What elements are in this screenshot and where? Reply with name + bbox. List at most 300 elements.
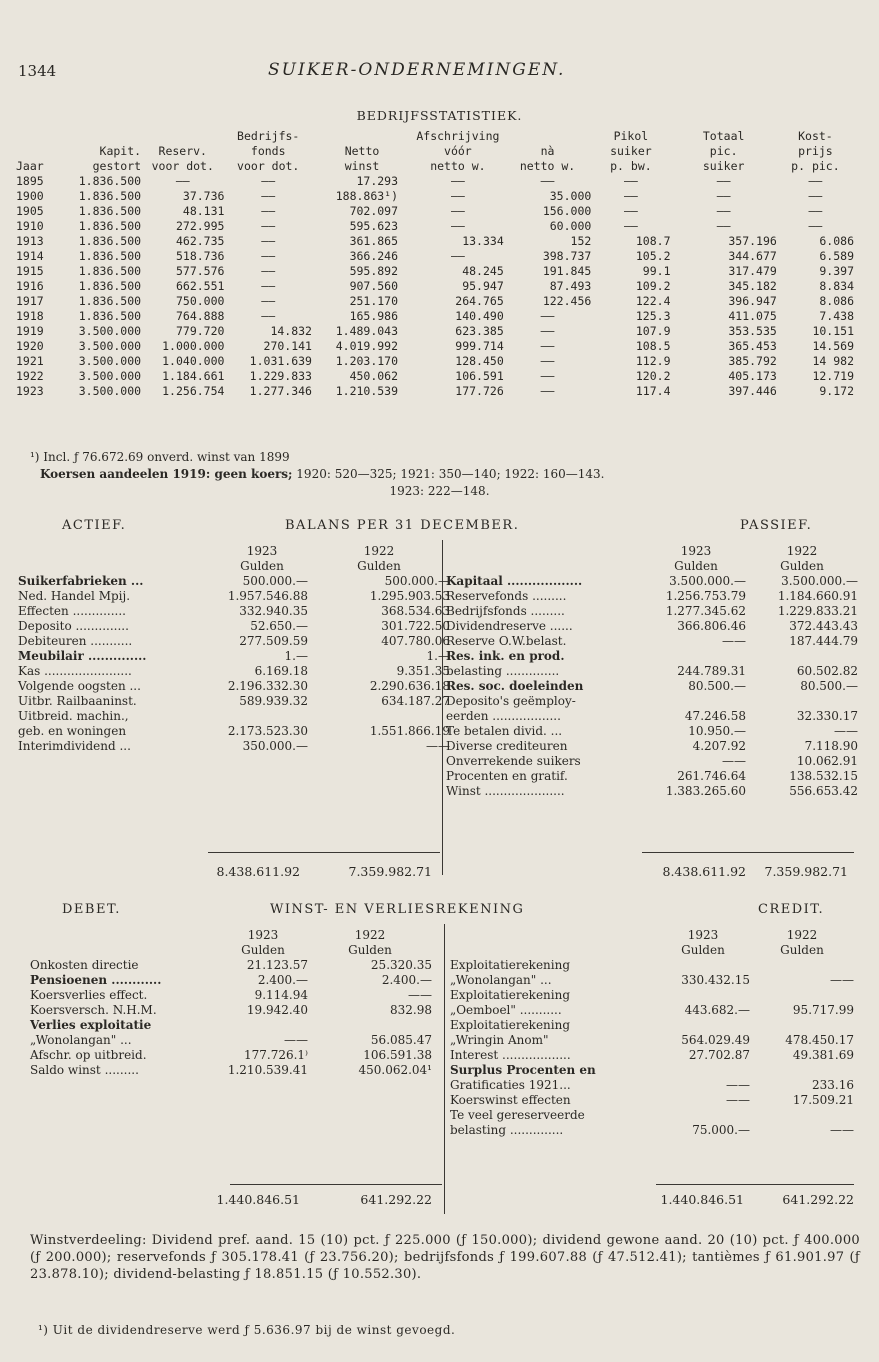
passiva-value-b: 556.653.42	[789, 784, 858, 798]
activa-label: Deposito ..............	[18, 619, 129, 633]
passiva-row	[446, 754, 858, 769]
passiva-label: Dividendreserve ......	[446, 619, 573, 633]
stats-cell: 177.726	[455, 384, 504, 398]
activa-label: Interimdividend ...	[18, 739, 131, 753]
stats-cell: 750.000	[175, 294, 225, 308]
debet-label: Afschr. op uitbreid.	[30, 1048, 147, 1062]
debet-label: Koersverlies effect.	[30, 988, 148, 1002]
credit-label: belasting ..............	[450, 1123, 564, 1137]
passiva-year-blank	[446, 544, 646, 559]
balans-rule-right	[642, 852, 854, 853]
activa-value-b: 1.551.866.19	[369, 724, 450, 738]
passiva-value-a: 1.256.753.79	[665, 589, 746, 603]
winst-footnote: ¹) Uit de dividendreserve werd ƒ 5.636.97 bij de winst gevoegd.	[38, 1323, 456, 1337]
stats-cell: 112.9	[635, 354, 671, 368]
credit-unit-blank	[450, 943, 656, 958]
activa-value-b: 368.534.63	[381, 604, 450, 618]
winstverdeeling-text: Dividend pref. aand. 15 (10) pct. ƒ 225.000 (ƒ 150.000); dividend gewone aand. 20 (10) pct. ƒ 400.000 (ƒ 200.000); reservefonds ƒ 305.178.41 (ƒ 23.756.20); bedrijfsfonds ƒ 199.607.88 (ƒ 47.512.41); tantièmes ƒ 61.901.97 (ƒ 23.878.10); dividend-belasting ƒ 18.851.15 (ƒ 10.552.30).	[30, 1233, 860, 1282]
passiva-value-a	[646, 649, 746, 664]
credit-value-a: 443.682.—	[684, 1003, 750, 1017]
stats-cell: 662.551	[175, 279, 225, 293]
stats-cell: ——	[808, 204, 823, 218]
winst-total-right-b: 641.292.22	[782, 1192, 854, 1207]
stats-cell: 1918	[16, 309, 44, 323]
stats-cell: 1.836.500	[78, 279, 142, 293]
stats-cell: ——	[808, 174, 823, 188]
credit-value-a	[656, 958, 750, 973]
stats-cell: 764.888	[175, 309, 225, 323]
stats-cell: 125.3	[635, 309, 671, 323]
credit-label: „Wonolangan" ...	[450, 973, 552, 987]
stats-cell: 8.834	[819, 279, 854, 293]
winstverdeeling	[30, 1232, 860, 1283]
stats-cell: 60.000	[549, 219, 592, 233]
stats-cell: 702.097	[349, 204, 399, 218]
stats-cell: ——	[261, 219, 276, 233]
stats-cell: 140.490	[455, 309, 504, 323]
stats-cell: ——	[261, 234, 276, 248]
passiva-value-a: 3.500.000.—	[669, 574, 746, 588]
stats-header-cell: Reserv.	[158, 144, 207, 158]
stats-cell: 117.4	[635, 384, 671, 398]
stats-cell: 398.737	[542, 249, 592, 263]
balans-total-right-a: 8.438.611.92	[662, 864, 746, 879]
stats-cell: 462.735	[175, 234, 225, 248]
stats-cell: 120.2	[635, 369, 671, 383]
stats-header-cell: Afschrijving	[416, 129, 500, 143]
activa-unit-blank	[18, 559, 216, 574]
stats-cell: 366.246	[349, 249, 399, 263]
stats-cell: 1.836.500	[78, 189, 142, 203]
stats-header-cell	[312, 129, 412, 144]
debet-row	[30, 1018, 432, 1033]
stats-row	[16, 369, 854, 384]
stats-cell: ——	[540, 354, 555, 368]
stats-header-cell: p. pic.	[791, 159, 840, 173]
passiva-row	[446, 694, 858, 709]
stats-cell: ——	[716, 219, 731, 233]
stats-cell: 14.569	[812, 339, 854, 353]
passiva-label: Diverse crediteuren	[446, 739, 568, 753]
passiva-row	[446, 724, 858, 739]
stats-header-cell: gestort	[92, 159, 142, 173]
credit-value-a	[656, 1018, 750, 1033]
credit-value-a: 75.000.—	[692, 1123, 750, 1137]
stats-header-cell	[16, 144, 62, 159]
stats-cell: 95.947	[462, 279, 504, 293]
stats-row	[16, 249, 854, 264]
winst-credit-head: CREDIT.	[758, 902, 825, 917]
stats-cell: 128.450	[455, 354, 504, 368]
passiva-row	[446, 739, 858, 754]
stats-cell: 396.947	[728, 294, 777, 308]
credit-value-b	[750, 958, 854, 973]
koersen-line	[40, 467, 604, 481]
debet-unit-blank	[30, 943, 218, 958]
activa-row	[18, 619, 450, 634]
debet-row	[30, 1048, 432, 1063]
stats-header-cell: Jaar	[16, 159, 44, 173]
stats-cell: 9.172	[819, 384, 854, 398]
balans-rule-left	[208, 852, 440, 853]
credit-value-b	[750, 1063, 854, 1078]
debet-unit-a: Gulden	[241, 943, 285, 957]
stats-cell: ——	[540, 324, 555, 338]
stats-cell: 122.4	[635, 294, 671, 308]
stats-cell: 3.500.000	[78, 339, 142, 353]
passiva-value-a: 10.950.—	[688, 724, 746, 738]
balans-passief-head: PASSIEF.	[740, 518, 813, 533]
stats-cell: 109.2	[635, 279, 671, 293]
stats-cell: 595.892	[349, 264, 399, 278]
activa-value-a: 277.509.59	[239, 634, 308, 648]
stats-cell: ——	[808, 219, 823, 233]
stats-cell: 1921	[16, 354, 44, 368]
activa-label: Meubilair ..............	[18, 649, 147, 663]
stats-row	[16, 279, 854, 294]
koersen-line2: 1923: 222—148.	[389, 484, 490, 498]
passiva-value-a: 244.789.31	[677, 664, 746, 678]
stats-cell: 99.1	[642, 264, 671, 278]
stats-header-cell: suiker	[610, 144, 652, 158]
activa-value-a: 6.169.18	[254, 664, 308, 678]
winstverdeeling-label: Winstverdeeling:	[30, 1233, 147, 1248]
passiva-value-a: ——	[722, 754, 746, 768]
passiva-label: Winst .....................	[446, 784, 565, 798]
stats-row	[16, 174, 854, 189]
activa-row	[18, 709, 450, 724]
stats-cell: 353.535	[728, 324, 777, 338]
stats-cell: 1.836.500	[78, 309, 142, 323]
stats-header-cell: voor dot.	[151, 159, 214, 173]
activa-value-a: 500.000.—	[242, 574, 308, 588]
debet-value-b: 56.085.47	[370, 1033, 432, 1047]
stats-cell: 1895	[16, 174, 44, 188]
stats-cell: ——	[261, 189, 276, 203]
passiva-value-a: 4.207.92	[692, 739, 746, 753]
stats-header-cell: nà	[540, 144, 555, 158]
debet-unit-row	[30, 943, 432, 958]
credit-year-b: 1922	[786, 928, 818, 942]
winst-credit-table	[450, 928, 854, 1138]
stats-cell: ——	[716, 189, 731, 203]
activa-row	[18, 589, 450, 604]
passiva-value-b: 3.500.000.—	[781, 574, 858, 588]
stats-cell: ——	[261, 309, 276, 323]
stats-cell: ——	[175, 174, 190, 188]
activa-row	[18, 649, 450, 664]
stats-cell: 1.836.500	[78, 204, 142, 218]
stats-cell: 1.836.500	[78, 294, 142, 308]
activa-row	[18, 739, 450, 754]
stats-cell: 3.500.000	[78, 369, 142, 383]
stats-cell: ——	[450, 249, 465, 263]
stats-cell: 405.173	[728, 369, 777, 383]
credit-label: Exploitatierekening	[450, 1018, 571, 1032]
debet-label: Onkosten directie	[30, 958, 139, 972]
debet-value-a: 1.210.539.41	[227, 1063, 308, 1077]
debet-value-b: 2.400.—	[381, 973, 432, 987]
stats-cell: ——	[261, 174, 276, 188]
stats-header-cell: netto w.	[430, 159, 486, 173]
debet-value-a: 177.726.1⁾	[243, 1048, 308, 1062]
credit-row	[450, 1003, 854, 1018]
stats-cell: 17.293	[356, 174, 399, 188]
passiva-value-b: 10.062.91	[796, 754, 858, 768]
koersen-bold: Koersen aandeelen 1919: geen koers;	[40, 467, 293, 481]
passiva-value-a: 47.246.58	[684, 709, 746, 723]
passiva-label: Kapitaal ..................	[446, 574, 583, 588]
debet-value-a: 21.123.57	[246, 958, 308, 972]
debet-label: Verlies exploitatie	[30, 1018, 152, 1032]
debet-value-a: 19.942.40	[246, 1003, 308, 1017]
debet-year-row	[30, 928, 432, 943]
credit-value-b: 49.381.69	[792, 1048, 854, 1062]
activa-label: Ned. Handel Mpij.	[18, 589, 131, 603]
stats-header-cell: p. bw.	[610, 159, 652, 173]
stats-row	[16, 384, 854, 399]
stats-cell: ——	[261, 204, 276, 218]
activa-value-b: 1.—	[426, 649, 450, 663]
balans-title: BALANS PER 31 DECEMBER.	[285, 518, 520, 533]
stats-cell: 1916	[16, 279, 44, 293]
activa-row	[18, 724, 450, 739]
credit-value-a: ——	[726, 1078, 750, 1092]
koersen-rest: 1920: 520—325; 1921: 350—140; 1922: 160—143.	[292, 467, 605, 481]
stats-cell: 14.832	[270, 324, 312, 338]
stats-header-cell: Kapit.	[99, 144, 142, 158]
credit-value-a	[656, 1108, 750, 1123]
winst-debet-head: DEBET.	[62, 902, 121, 917]
activa-value-b: 500.000.—	[384, 574, 450, 588]
stats-cell: 10.151	[812, 324, 854, 338]
passiva-label: eerden ..................	[446, 709, 561, 723]
balans-actief-head: ACTIEF.	[62, 518, 127, 533]
stats-cell: ——	[540, 339, 555, 353]
credit-label: „Wringin Anom"	[450, 1033, 549, 1047]
credit-value-a: 564.029.49	[681, 1033, 750, 1047]
passiva-value-b: 138.532.15	[789, 769, 858, 783]
stats-header-row	[16, 129, 854, 144]
activa-row	[18, 634, 450, 649]
debet-row	[30, 958, 432, 973]
stats-row	[16, 264, 854, 279]
passiva-label: Deposito's geëmploy-	[446, 694, 576, 708]
passiva-year-b: 1922	[786, 544, 818, 558]
stats-cell: 13.334	[462, 234, 504, 248]
passiva-value-a: 1.277.345.62	[665, 604, 746, 618]
credit-value-b	[750, 1018, 854, 1033]
credit-row	[450, 1108, 854, 1123]
stats-cell: 165.986	[349, 309, 399, 323]
passiva-year-row	[446, 544, 858, 559]
credit-label: Te veel gereserveerde	[450, 1108, 585, 1122]
passiva-label: Reservefonds .........	[446, 589, 567, 603]
stats-row	[16, 354, 854, 369]
stats-cell: ——	[540, 309, 555, 323]
activa-unit-a: Gulden	[240, 559, 284, 573]
stats-cell: 152	[570, 234, 592, 248]
winst-total-left-b: 641.292.22	[360, 1192, 432, 1207]
stats-cell: 1.229.833	[249, 369, 312, 383]
stats-cell: ——	[540, 174, 555, 188]
activa-label: Volgende oogsten ...	[18, 679, 141, 693]
stats-cell: ——	[623, 204, 638, 218]
credit-label: „Oemboel" ...........	[450, 1003, 562, 1017]
stats-cell: 7.438	[819, 309, 854, 323]
credit-value-b	[750, 988, 854, 1003]
credit-label: Surplus Procenten en	[450, 1063, 596, 1077]
activa-value-a: 1.—	[284, 649, 308, 663]
stats-cell: 87.493	[549, 279, 592, 293]
credit-year-blank	[450, 928, 656, 943]
stats-cell: ——	[450, 204, 465, 218]
stats-table	[16, 129, 854, 399]
winst-total-left-a: 1.440.846.51	[216, 1192, 300, 1207]
debet-value-a: ——	[284, 1033, 308, 1047]
passiva-value-b: 32.330.17	[796, 709, 858, 723]
stats-cell: 317.479	[728, 264, 777, 278]
passiva-label: Bedrijfsfonds .........	[446, 604, 565, 618]
stats-cell: 595.623	[349, 219, 399, 233]
credit-label: Interest ..................	[450, 1048, 571, 1062]
stats-cell: 1.256.754	[162, 384, 225, 398]
credit-row	[450, 1018, 854, 1033]
credit-row	[450, 1063, 854, 1078]
debet-year-b: 1922	[354, 928, 386, 942]
stats-cell: 1.277.346	[249, 384, 312, 398]
stats-cell: 4.019.992	[335, 339, 399, 353]
stats-cell: 1922	[16, 369, 44, 383]
stats-cell: 191.845	[542, 264, 592, 278]
balans-total-right-b: 7.359.982.71	[764, 864, 848, 879]
credit-value-a: ——	[726, 1093, 750, 1107]
winst-divider	[444, 924, 445, 1214]
stats-footnote: ¹) Incl. ƒ 76.672.69 onverd. winst van 1899	[30, 450, 290, 464]
activa-label: Kas .......................	[18, 664, 132, 678]
debet-value-a	[218, 1018, 308, 1033]
credit-label: Exploitatierekening	[450, 988, 571, 1002]
stats-cell: 1917	[16, 294, 44, 308]
activa-value-a: 350.000.—	[242, 739, 308, 753]
credit-row	[450, 1123, 854, 1138]
credit-year-row	[450, 928, 854, 943]
stats-cell: 365.453	[728, 339, 777, 353]
passiva-row	[446, 679, 858, 694]
activa-row	[18, 664, 450, 679]
debet-value-b: 450.062.04¹	[358, 1063, 432, 1077]
stats-cell: 251.170	[349, 294, 399, 308]
debet-value-b: ——	[408, 988, 432, 1002]
credit-row	[450, 1048, 854, 1063]
stats-cell: ——	[261, 279, 276, 293]
debet-label: Koersversch. N.H.M.	[30, 1003, 157, 1017]
debet-year-a: 1923	[247, 928, 279, 942]
activa-unit-row	[18, 559, 450, 574]
stats-cell: 1920	[16, 339, 44, 353]
activa-value-a: 2.196.332.30	[227, 679, 308, 693]
debet-value-b: 106.591.38	[363, 1048, 432, 1062]
activa-value-b	[308, 709, 450, 724]
stats-cell: 999.714	[455, 339, 504, 353]
stats-header-cell: netto w.	[519, 159, 576, 173]
stats-cell: 344.677	[728, 249, 777, 263]
stats-cell: ——	[261, 294, 276, 308]
activa-unit-b: Gulden	[357, 559, 401, 573]
stats-row	[16, 219, 854, 234]
stats-title: BEDRIJFSSTATISTIEK.	[356, 108, 523, 123]
stats-cell: 264.765	[455, 294, 504, 308]
debet-label: Pensioenen ............	[30, 973, 162, 987]
activa-value-b: 634.187.27	[381, 694, 450, 708]
passiva-label: Procenten en gratif.	[446, 769, 568, 783]
stats-cell: 411.075	[728, 309, 777, 323]
stats-cell: 3.500.000	[78, 354, 142, 368]
stats-cell: ——	[450, 219, 465, 233]
credit-year-a: 1923	[687, 928, 719, 942]
credit-unit-a: Gulden	[681, 943, 725, 957]
stats-cell: 623.385	[455, 324, 504, 338]
winst-total-right-a: 1.440.846.51	[660, 1192, 744, 1207]
passiva-label: Te betalen divid. ...	[446, 724, 563, 738]
stats-cell: 1.836.500	[78, 249, 142, 263]
stats-cell: 361.865	[349, 234, 399, 248]
stats-cell: 345.182	[728, 279, 777, 293]
credit-row	[450, 1093, 854, 1108]
debet-label: Saldo winst .........	[30, 1063, 139, 1077]
stats-cell: 1.836.500	[78, 219, 142, 233]
activa-value-a: 1.957.546.88	[227, 589, 308, 603]
activa-label: Effecten ..............	[18, 604, 126, 618]
stats-cell: 385.792	[728, 354, 777, 368]
credit-row	[450, 973, 854, 988]
passiva-value-b	[746, 649, 858, 664]
activa-row	[18, 574, 450, 589]
stats-cell: ——	[540, 384, 555, 398]
passiva-row	[446, 634, 858, 649]
stats-cell: ——	[450, 174, 465, 188]
passiva-value-b: 7.118.90	[804, 739, 858, 753]
stats-row	[16, 339, 854, 354]
stats-row	[16, 309, 854, 324]
activa-value-b: 1.295.903.53	[369, 589, 450, 603]
stats-cell: ——	[716, 204, 731, 218]
credit-value-b: ——	[830, 973, 854, 987]
stats-cell: 357.196	[728, 234, 777, 248]
stats-header-cell	[16, 129, 62, 144]
stats-cell: 1900	[16, 189, 44, 203]
stats-cell: 1919	[16, 324, 44, 338]
passiva-value-a: 366.806.46	[677, 619, 746, 633]
stats-cell: 1.489.043	[335, 324, 399, 338]
activa-value-b: 301.722.50	[381, 619, 450, 633]
passiva-value-a: 80.500.—	[688, 679, 746, 693]
debet-row	[30, 988, 432, 1003]
passiva-row	[446, 619, 858, 634]
passiva-unit-a: Gulden	[674, 559, 718, 573]
passiva-value-a: 1.383.265.60	[665, 784, 746, 798]
stats-cell: 1923	[16, 384, 44, 398]
passiva-label: Reserve O.W.belast.	[446, 634, 567, 648]
credit-unit-row	[450, 943, 854, 958]
stats-row	[16, 204, 854, 219]
debet-row	[30, 973, 432, 988]
stats-cell: 6.086	[819, 234, 854, 248]
credit-value-b: 478.450.17	[785, 1033, 854, 1047]
debet-year-blank	[30, 928, 218, 943]
stats-header-cell: voor dot.	[237, 159, 300, 173]
passiva-label: belasting ..............	[446, 664, 560, 678]
